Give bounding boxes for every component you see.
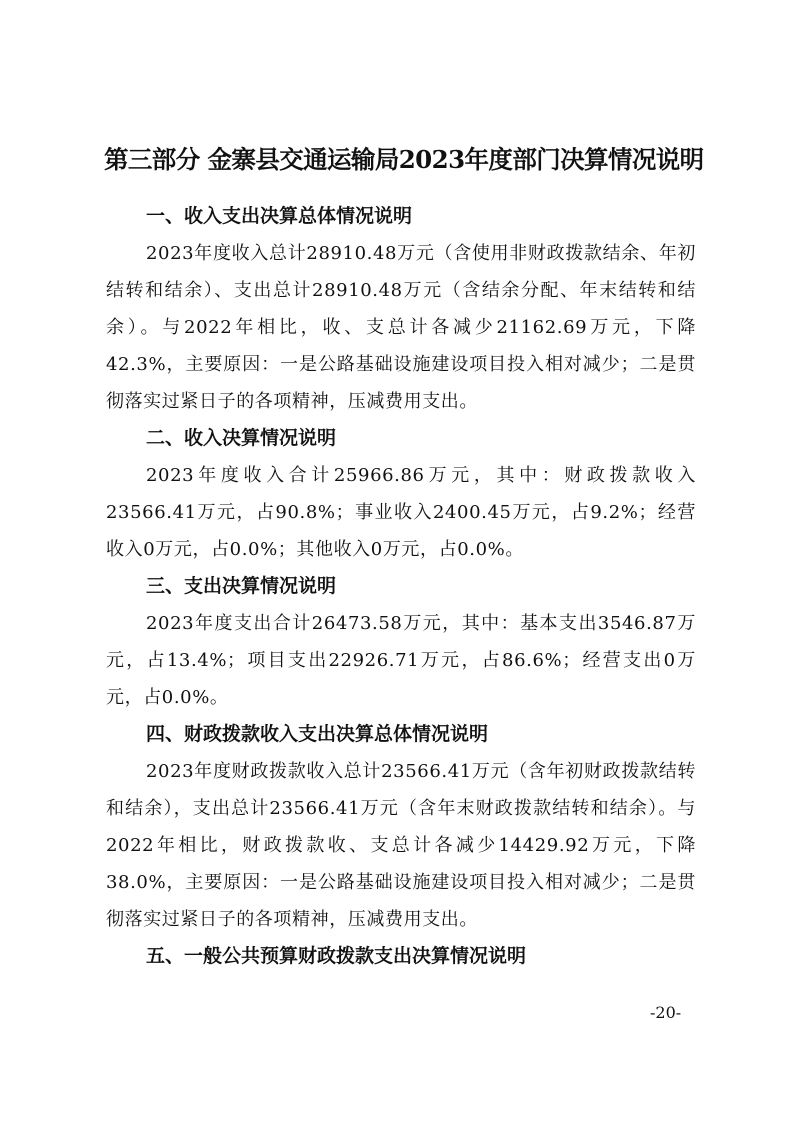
section-heading-5: 五、一般公共预算财政拨款支出决算情况说明 (146, 945, 527, 967)
section-heading-1: 一、收入支出决算总体情况说明 (146, 205, 413, 227)
section-heading-2: 二、收入决算情况说明 (146, 427, 337, 449)
section-paragraph-4: 2023年度财政拨款收入总计23566.41万元（含年初财政拨款结转和结余），支出总计23566.41万元（含年末财政拨款结转和结余）。与2022年相比，财政拨款收、支总计各减少14429.92万元，下降38.0%，主要原因：一是公路基础设施建设项目投入相对减少；二是贯彻落实过紧日子的各项精神，压减费用支出。 (106, 761, 696, 930)
section-paragraph-2: 2023年度收入合计25966.86万元，其中：财政拨款收入23566.41万元，占90.8%；事业收入2400.45万元，占9.2%；经营收入0万元，占0.0%；其他收入0万元，占0.0%。 (106, 465, 696, 560)
section-paragraph-3: 2023年度支出合计26473.58万元，其中：基本支出3546.87万元，占13.4%；项目支出22926.71万元，占86.6%；经营支出0万元，占0.0%。 (106, 613, 696, 708)
section-paragraph-1: 2023年度收入总计28910.48万元（含使用非财政拨款结余、年初结转和结余）、支出总计28910.48万元（含结余分配、年末结转和结余）。与2022年相比，收、支总计各减少21162.69万元，下降42.3%，主要原因：一是公路基础设施建设项目投入相对减少；二是贯彻落实过紧日子的各项精神，压减费用支出。 (106, 243, 696, 412)
page-title: 第三部分 金寨县交通运输局2023年度部门决算情况说明 (104, 145, 704, 174)
section-heading-4: 四、财政拨款收入支出决算总体情况说明 (146, 723, 489, 745)
section-heading-3: 三、支出决算情况说明 (146, 575, 337, 597)
document-body (106, 198, 696, 975)
page-number: -20- (650, 1003, 682, 1022)
